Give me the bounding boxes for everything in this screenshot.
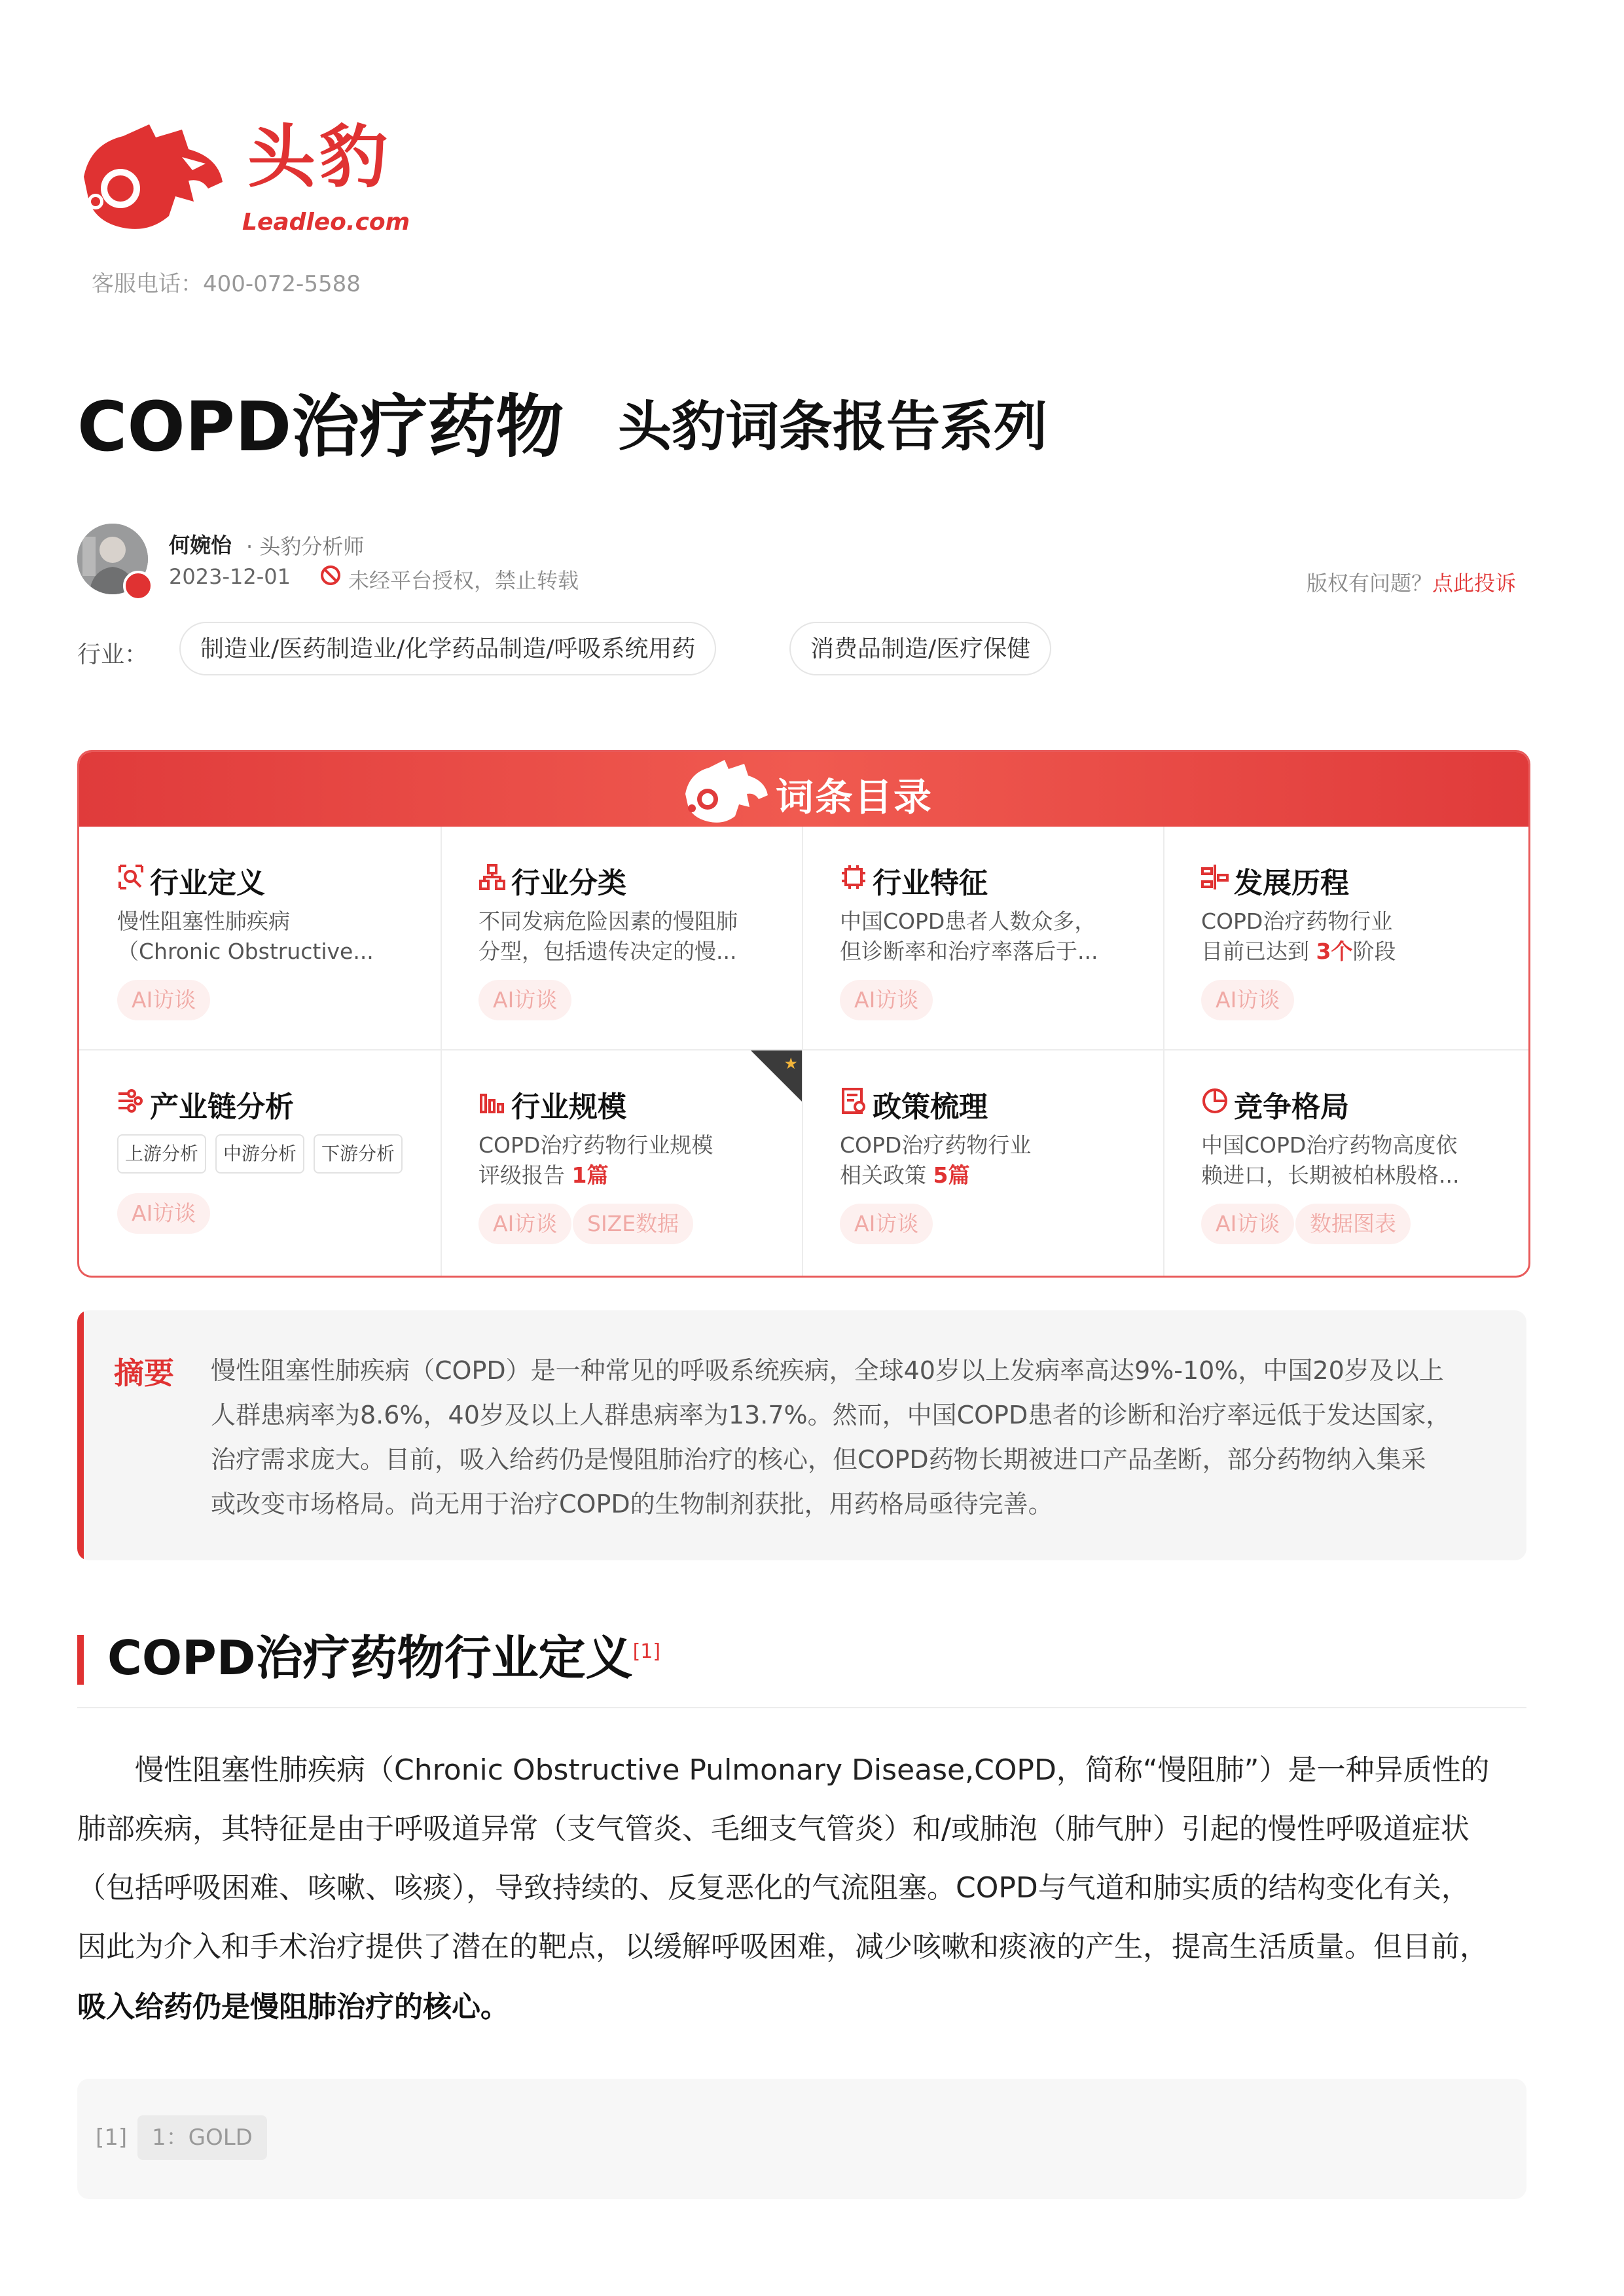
upstream-tag[interactable]: 上游分析 <box>117 1134 206 1174</box>
toc-item-desc: COPD治疗药物行业 目前已达到 3个阶段 <box>1201 908 1396 964</box>
footnote-ref[interactable]: [1] <box>632 1640 661 1663</box>
ai-interview-button[interactable]: AI访谈 <box>1201 1204 1294 1244</box>
toc-item-title: 行业分类 <box>511 867 626 900</box>
copyright-question <box>1307 567 1516 597</box>
ai-interview-button[interactable]: AI访谈 <box>840 1204 933 1244</box>
chip-icon <box>840 863 867 891</box>
industry-label: 行业： <box>77 641 149 668</box>
references-box <box>77 2079 1526 2199</box>
industry-tag[interactable]: 制造业/医药制造业/化学药品制造/呼吸系统用药 <box>179 622 716 675</box>
brand-name: 头豹 <box>247 117 392 197</box>
leadleo-logo-icon <box>77 118 228 236</box>
toc-item-chain[interactable] <box>79 1050 441 1273</box>
policy-doc-icon <box>840 1087 867 1115</box>
summary-text: 慢性阻塞性肺疾病（COPD）是一种常见的呼吸系统疾病，全球40岁以上发病率高达9%-10%，中国20岁及以上 人群患病率为8.6%，40岁及以上人群患病率为13.7%。然而，中国COPD患者的诊断和治疗率远低于发达国家， 治疗需求庞大。目前，吸入给药仍是慢阻肺治疗的核心，但COPD药物长期被进口产品垄断，部分药物纳入集采 或改变市场格局。尚无用于治疗COPD的生物制剂获批，用药格局亟待完善。 <box>211 1356 1451 1518</box>
ai-interview-button[interactable]: AI访谈 <box>478 1204 571 1244</box>
toc-item-title: 行业特征 <box>873 867 988 900</box>
ai-interview-button[interactable]: AI访谈 <box>117 980 210 1020</box>
toc-item-desc: COPD治疗药物行业 相关政策 5篇 <box>840 1132 1032 1188</box>
toc-item-scale[interactable] <box>441 1050 802 1273</box>
hotline-text: 客服电话：400-072-5588 <box>92 271 361 297</box>
ai-interview-button[interactable]: AI访谈 <box>840 980 933 1020</box>
toc-item-title: 行业定义 <box>150 867 265 900</box>
downstream-tag[interactable]: 下游分析 <box>314 1134 403 1174</box>
toc-item-policy[interactable] <box>802 1050 1163 1273</box>
toc-item-desc: 慢性阻塞性肺疾病 （Chronic Obstructive... <box>117 908 374 964</box>
toc-item-title: 竞争格局 <box>1234 1090 1349 1124</box>
toc-item-title: 发展历程 <box>1234 867 1349 900</box>
data-chart-button[interactable]: 数据图表 <box>1295 1204 1411 1244</box>
toc-item-title: 产业链分析 <box>150 1090 294 1124</box>
toc-header <box>79 752 1528 827</box>
section-title: COPD治疗药物行业定义[1] <box>107 1630 661 1685</box>
toc-item-history[interactable] <box>1163 827 1525 1049</box>
author-role: · 头豹分析师 <box>246 534 365 559</box>
page-title: COPD治疗药物 <box>77 387 564 467</box>
summary-label: 摘要 <box>114 1355 174 1391</box>
toc-item-desc: 不同发病危险因素的慢阻肺 分型，包括遗传决定的慢... <box>478 908 738 964</box>
search-document-icon <box>117 863 145 891</box>
toc-title: 词条目录 <box>776 775 933 819</box>
pie-chart-icon <box>1201 1087 1229 1115</box>
section-marker <box>77 1635 84 1685</box>
verified-badge-icon <box>123 571 153 601</box>
brand-domain: Leadleo.com <box>242 209 410 236</box>
toc-item-classification[interactable] <box>441 827 802 1049</box>
prohibited-icon <box>319 564 342 586</box>
toc-item-desc: COPD治疗药物行业规模 评级报告 1篇 <box>478 1132 713 1188</box>
toc-item-title: 政策梳理 <box>873 1090 988 1124</box>
toc-item-title: 行业规模 <box>511 1090 626 1124</box>
publish-date: 2023-12-01 <box>169 564 291 589</box>
section-body: 慢性阻塞性肺疾病（Chronic Obstructive Pulmonary Disease,COPD，简称“慢阻肺”）是一种异质性的 肺部疾病，其特征是由于呼吸道异常（支气管炎、毛细支气管炎）和/或肺泡（肺气肿）引起的慢性呼吸道症状 （包括呼吸困难、咳嗽、咳痰），导致持续的、反复恶化的气流阻塞。COPD与气道和肺实质的结构变化有关， 因此为介入和手术治疗提供了潜在的靶点，以缓解呼吸困难，减少咳嗽和痰液的产生，提高生活质量。但目前， <box>77 1753 1490 1964</box>
series-title: 头豹词条报告系列 <box>618 396 1048 458</box>
ai-interview-button[interactable]: AI访谈 <box>117 1193 210 1234</box>
ai-interview-button[interactable]: AI访谈 <box>1201 980 1294 1020</box>
toc-item-competition[interactable] <box>1163 1050 1525 1273</box>
leopard-icon <box>681 757 770 825</box>
star-icon: ★ <box>784 1054 798 1073</box>
section-bold-conclusion: 吸入给药仍是慢阻肺治疗的核心。 <box>77 1990 509 2024</box>
midstream-tag[interactable]: 中游分析 <box>215 1134 304 1174</box>
copyright-question-text: 版权有问题？ <box>1307 571 1433 596</box>
section-divider <box>77 1707 1526 1708</box>
author-name[interactable]: 何婉怡 <box>169 533 232 558</box>
toc-item-desc: 中国COPD治疗药物高度依 赖进口，长期被柏林殷格... <box>1201 1132 1460 1188</box>
report-link[interactable]: 点此投诉 <box>1432 571 1517 596</box>
industry-tag[interactable]: 消费品制造/医疗保健 <box>789 622 1051 675</box>
toc-item-desc: 中国COPD患者人数众多， 但诊断率和治疗率落后于... <box>840 908 1098 964</box>
toc-card <box>77 750 1530 1278</box>
size-data-button[interactable]: SIZE数据 <box>573 1204 693 1244</box>
summary-box <box>77 1310 1526 1560</box>
chain-icon <box>117 1087 145 1115</box>
toc-item-features[interactable] <box>802 827 1163 1049</box>
reference-item[interactable]: 1：GOLD <box>137 2115 267 2160</box>
toc-item-definition[interactable] <box>79 827 441 1049</box>
reference-index: [1] <box>96 2125 128 2151</box>
timeline-icon <box>1201 863 1229 891</box>
ai-interview-button[interactable]: AI访谈 <box>478 980 571 1020</box>
repost-notice: 未经平台授权，禁止转载 <box>348 568 579 593</box>
hierarchy-icon <box>478 863 506 891</box>
bar-chart-icon <box>478 1087 506 1115</box>
